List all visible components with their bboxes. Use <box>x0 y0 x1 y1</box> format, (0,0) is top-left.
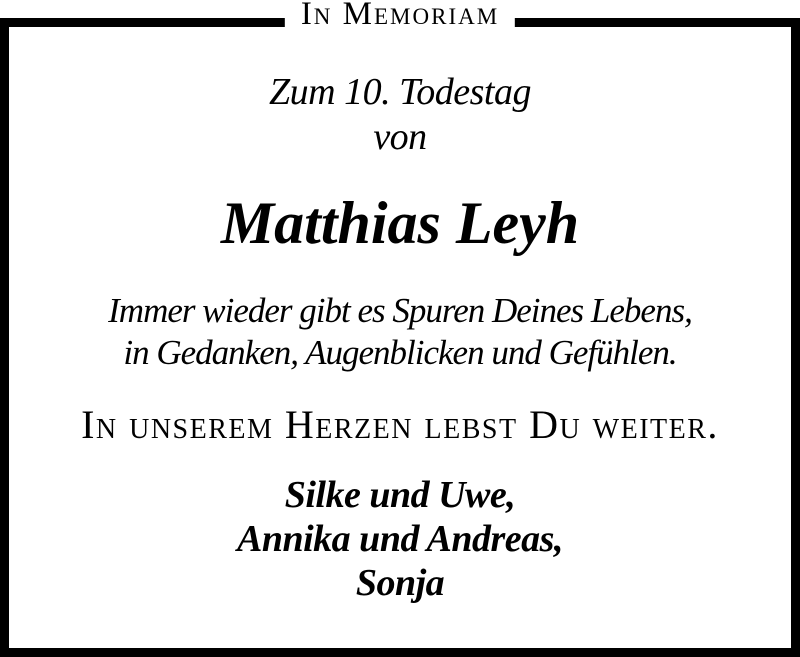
motto-line: In unserem Herzen lebst Du weiter. <box>81 402 719 447</box>
occasion-line-1: Zum 10. Todestag <box>269 71 531 113</box>
occasion-line-2: von <box>373 116 427 158</box>
mourner-line: Annika und Andreas, <box>237 518 563 560</box>
verse-line-2: in Gedanken, Augenblicken und Gefühlen. <box>123 333 677 372</box>
memorial-header: In Memoriam <box>285 0 515 31</box>
mourner-line: Silke und Uwe, <box>284 474 516 516</box>
verse <box>0 290 800 374</box>
verse-line-1: Immer wieder gibt es Spuren Deines Lebens, <box>108 291 692 330</box>
deceased-name: Matthias Leyh <box>220 190 580 256</box>
mourners-list <box>0 473 800 605</box>
mourner-line: Sonja <box>355 562 445 604</box>
